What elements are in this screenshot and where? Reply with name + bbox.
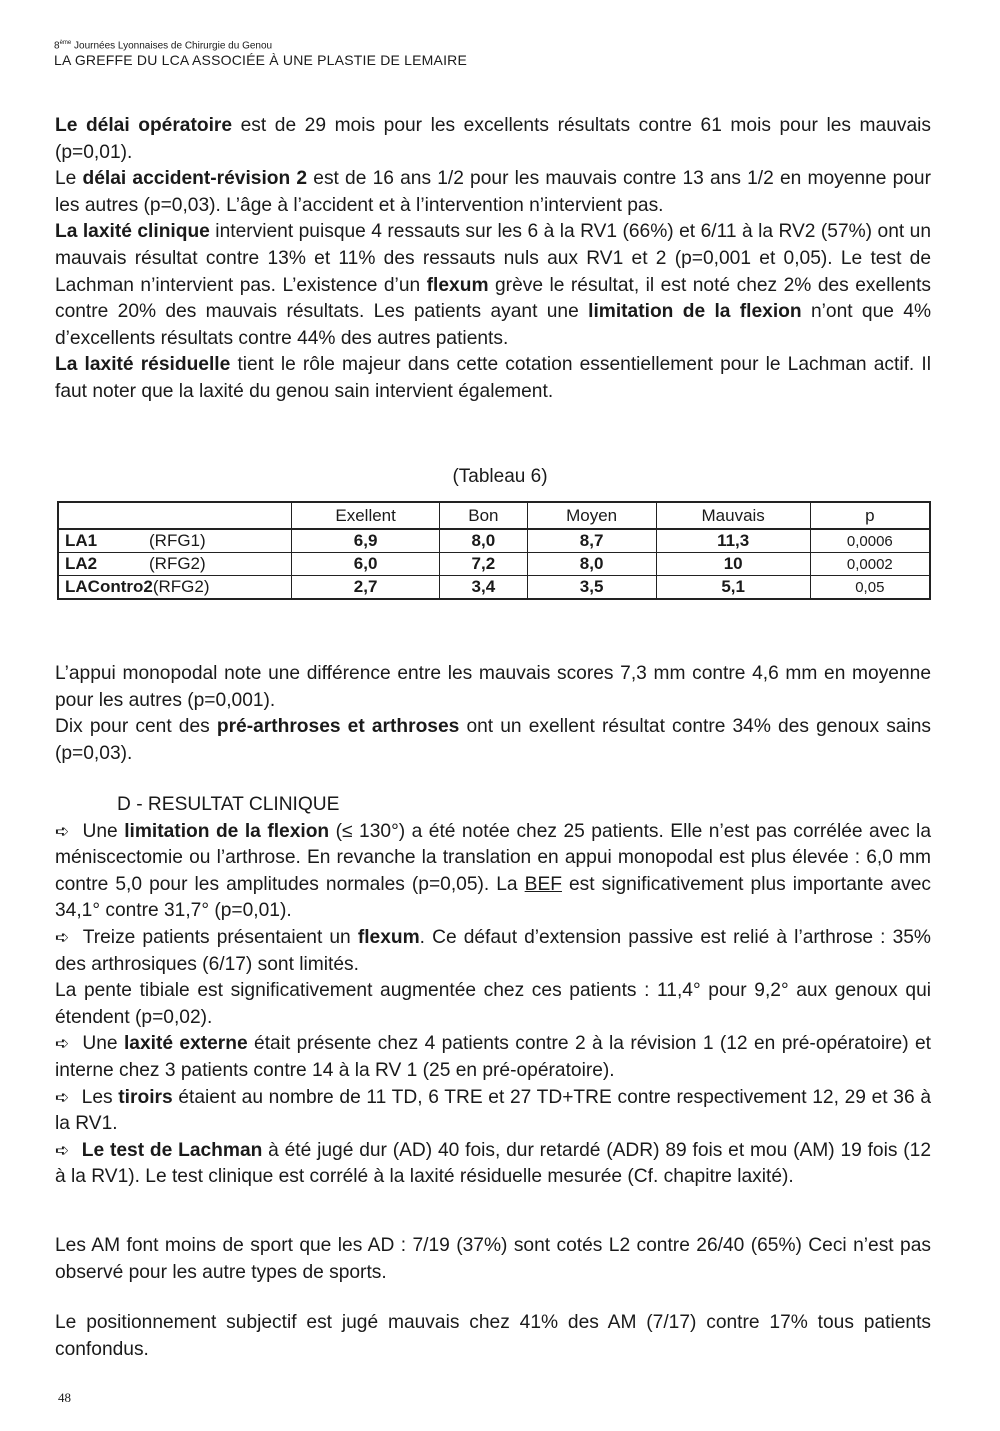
header-cell: Exellent xyxy=(292,502,440,529)
paragraph-delai-accident: Le délai accident-révision 2 est de 16 ans 1/2 pour les mauvais contre 13 ans 1/2 en moyenne pour les autres (p=0,03). L’âge à l’accident et à l’intervention n’intervient pas. xyxy=(55,168,931,216)
table-cell: 10 xyxy=(656,553,810,576)
paragraph-laxite-externe: ➪ Une laxité externe était présente chez 4 patients contre 2 à la révision 1 (12 en pré-opératoire) et interne chez 3 patients contre 14 à la RV 1 (25 en pré-opératoire). xyxy=(55,1033,931,1081)
chapter-title: LA GREFFE DU LCA ASSOCIÉE À UNE PLASTIE DE LEMAIRE xyxy=(54,51,468,68)
table-header-row xyxy=(58,502,930,529)
header-cell: Bon xyxy=(440,502,527,529)
paragraph-arthroses: Dix pour cent des pré-arthroses et arthroses ont un exellent résultat contre 34% des genoux sains (p=0,03). xyxy=(55,716,931,764)
table-cell: 8,7 xyxy=(527,529,656,553)
paragraph-appui-monopodal: L’appui monopodal note une différence entre les mauvais scores 7,3 mm contre 4,6 mm en moyenne pour les autres (p=0,001). xyxy=(55,663,931,711)
paragraph-tiroirs: ➪ Les tiroirs étaient au nombre de 11 TD, 6 TRE et 27 TD+TRE contre respectivement 12, 29 et 36 à la RV1. xyxy=(55,1086,931,1135)
paragraph-positionnement: Le positionnement subjectif est jugé mauvais chez 41% des AM (7/17) contre 17% tous patients confondus. xyxy=(55,1312,931,1360)
row-label: LA1 (RFG1) xyxy=(58,529,292,553)
row-label: LAContro2(RFG2) xyxy=(58,576,292,600)
table-cell: 11,3 xyxy=(656,529,810,553)
header-cell: p xyxy=(810,502,930,529)
arrow-icon: ➪ xyxy=(55,821,70,841)
paragraph-pente-tibiale: La pente tibiale est significativement augmentée chez ces patients : 11,4° pour 9,2° aux genoux qui étendent (p=0,02). xyxy=(55,980,931,1028)
arrow-icon: ➪ xyxy=(55,1140,70,1160)
table-cell: 3,5 xyxy=(527,576,656,600)
arrow-icon: ➪ xyxy=(55,1087,70,1107)
arrow-icon: ➪ xyxy=(55,1034,70,1054)
table-caption: (Tableau 6) xyxy=(452,466,548,487)
table-cell: 6,0 xyxy=(292,553,440,576)
table-row xyxy=(58,553,930,576)
paragraph-limitation-flexion: ➪ Une limitation de la flexion (≤ 130°) a été notée chez 25 patients. Elle n’est pas corrélée avec la méniscectomie ou l’arthrose. En revanche la translation en appui monopodal est plus élevée : 6,0 mm contre 5,0 pour les amplitudes normales (p=0,05). La BEF est significativement plus importante avec 34,1° contre 31,7° (p=0,01). xyxy=(55,820,931,922)
table-row xyxy=(58,576,930,600)
running-header xyxy=(54,40,467,68)
page-number: 48 xyxy=(58,1390,71,1405)
header-cell: Moyen xyxy=(527,502,656,529)
table-cell: 8,0 xyxy=(440,529,527,553)
p-value-cell: 0,0006 xyxy=(810,529,930,553)
paragraph-lachman: ➪ Le test de Lachman à été jugé dur (AD) 40 fois, dur retardé (ADR) 89 fois et mou (AM) 19 fois (12 à la RV1). Le test clinique est corrélé à la laxité résiduelle mesurée (Cf. chapitre laxité). xyxy=(55,1139,931,1188)
paragraph-flexum: ➪ Treize patients présentaient un flexum. Ce défaut d’extension passive est relié à l’arthrose : 35% des arthrosiques (6/17) sont limités. xyxy=(55,926,931,975)
header-cell: Mauvais xyxy=(656,502,810,529)
paragraph-laxite-clinique: La laxité clinique intervient puisque 4 ressauts sur les 6 à la RV1 (66%) et 6/11 à la RV2 (57%) ont un mauvais résultat contre 13% et 11% des ressauts nuls aux RV1 et 2 (p=0,001 et 0,05). Le test de Lachman n’intervient pas. L’existence d’un flexum grève le résultat, il est noté chez 2% des exellents contre 20% des mauvais résultats. Les patients ayant une limitation de la flexion n’ont que 4% d’excellents résultats contre 44% des autres patients. xyxy=(55,221,932,349)
appui-paragraphs xyxy=(55,661,931,767)
paragraph-laxite-residuelle: La laxité résiduelle tient le rôle majeur dans cette cotation essentiellement pour le Lachman actif. Il faut noter que la laxité du genou sain intervient également. xyxy=(55,354,931,402)
table-row xyxy=(58,529,930,553)
conference-name: 8ème Journées Lyonnaises de Chirurgie du Genou xyxy=(54,40,273,52)
table-cell: 8,0 xyxy=(527,553,656,576)
table-cell: 5,1 xyxy=(656,576,810,600)
results-paragraphs xyxy=(55,113,931,406)
paragraph-delai-operatoire: Le délai opératoire est de 29 mois pour les excellents résultats contre 61 mois pour les mauvais (p=0,01). xyxy=(55,115,931,163)
paragraph-sport: Les AM font moins de sport que les AD : 7/19 (37%) sont cotés L2 contre 26/40 (65%) Ceci n’est pas observé pour les autre types de sports. xyxy=(55,1235,931,1283)
table-cell: 3,4 xyxy=(440,576,527,600)
header-cell xyxy=(58,502,292,529)
section-resultat-clinique xyxy=(55,792,931,1191)
p-value-cell: 0,0002 xyxy=(810,553,930,576)
p-value-cell: 0,05 xyxy=(810,576,930,600)
table-cell: 6,9 xyxy=(292,529,440,553)
table-cell: 2,7 xyxy=(292,576,440,600)
section-title: D - RESULTAT CLINIQUE xyxy=(117,794,340,815)
arrow-icon: ➪ xyxy=(55,927,70,947)
row-label: LA2 (RFG2) xyxy=(58,553,292,576)
table-cell: 7,2 xyxy=(440,553,527,576)
results-table xyxy=(57,501,931,600)
